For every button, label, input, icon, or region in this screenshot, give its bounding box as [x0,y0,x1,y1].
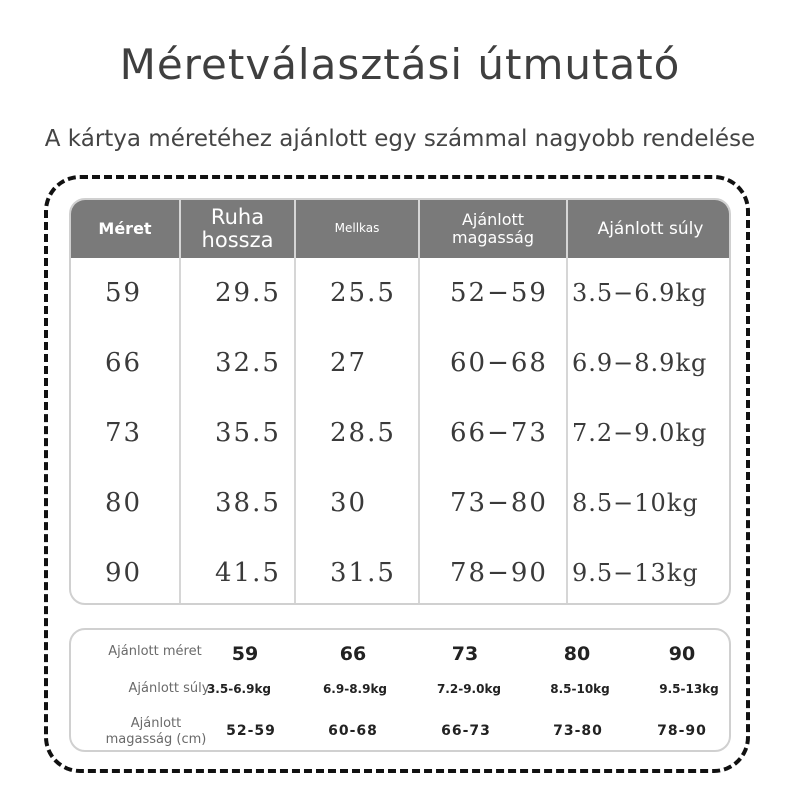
cell-size: 73 [105,418,143,448]
cell-weight: 8.5−10kg [572,489,699,517]
cell-chest: 28.5 [330,418,396,448]
cell-height: 73−80 [450,488,548,518]
cell-length: 29.5 [215,278,281,308]
recommended-height-value: 78-90 [657,723,707,739]
recommended-weight-value: 6.9-8.9kg [322,682,388,696]
recommendation-table [69,628,731,752]
cell-size: 59 [105,278,143,308]
cell-weight: 3.5−6.9kg [572,279,708,307]
recommended-weight-value: 9.5-13kg [659,682,719,696]
table-row [71,328,731,398]
table-row [71,468,731,538]
cell-length: 41.5 [215,558,281,588]
page-title: Méretválasztási útmutató [119,40,681,89]
recommended-size-value: 59 [231,643,259,665]
recommended-size-value: 80 [563,643,591,665]
recommended-height-value: 73-80 [553,723,603,739]
table-header [71,200,731,258]
recommended-size-value: 73 [451,643,479,665]
header-chest: Mellkas [296,200,420,258]
cell-size: 90 [105,558,143,588]
cell-weight: 9.5−13kg [572,559,699,587]
cell-weight: 7.2−9.0kg [572,419,708,447]
cell-size: 66 [105,348,143,378]
recommended-height-row [71,714,729,750]
recommended-height-value: 66-73 [441,723,491,739]
cell-weight: 6.9−8.9kg [572,349,708,377]
header-weight: Ajánlott súly [597,218,704,239]
recommended-weight-row [71,676,729,712]
recommended-weight-value: 3.5-6.9kg [206,682,272,696]
recommended-size-label: Ajánlott méret [108,644,202,659]
table-row [71,398,731,468]
recommended-weight-value: 8.5-10kg [550,682,610,696]
recommended-height-value: 60-68 [328,723,378,739]
cell-height: 60−68 [450,348,548,378]
cell-length: 35.5 [215,418,281,448]
table-row [71,538,731,605]
recommended-weight-label: Ajánlott súly [128,681,210,696]
cell-height: 66−73 [450,418,548,448]
size-chart-table [69,198,731,605]
page-subtitle: A kártya méretéhez ajánlott egy számmal nagyobb rendelése [44,126,756,152]
header-height: Ajánlott magasság [420,200,568,258]
header-size: Méret [71,200,181,258]
cell-chest: 30 [330,488,368,518]
recommended-size-value: 90 [668,643,696,665]
recommended-size-row [71,635,729,671]
cell-height: 52−59 [450,278,548,308]
cell-size: 80 [105,488,143,518]
recommended-size-value: 66 [339,643,367,665]
cell-length: 32.5 [215,348,281,378]
recommended-weight-value: 7.2-9.0kg [436,682,502,696]
cell-chest: 27 [330,348,368,378]
cell-length: 38.5 [215,488,281,518]
cell-height: 78−90 [450,558,548,588]
recommended-height-value: 52-59 [226,723,276,739]
table-row [71,258,731,328]
table-body [71,258,731,605]
cell-chest: 31.5 [330,558,396,588]
cell-chest: 25.5 [330,278,396,308]
recommended-height-label: Ajánlott magasság (cm) [105,716,207,747]
header-length: Ruha hossza [181,200,296,258]
